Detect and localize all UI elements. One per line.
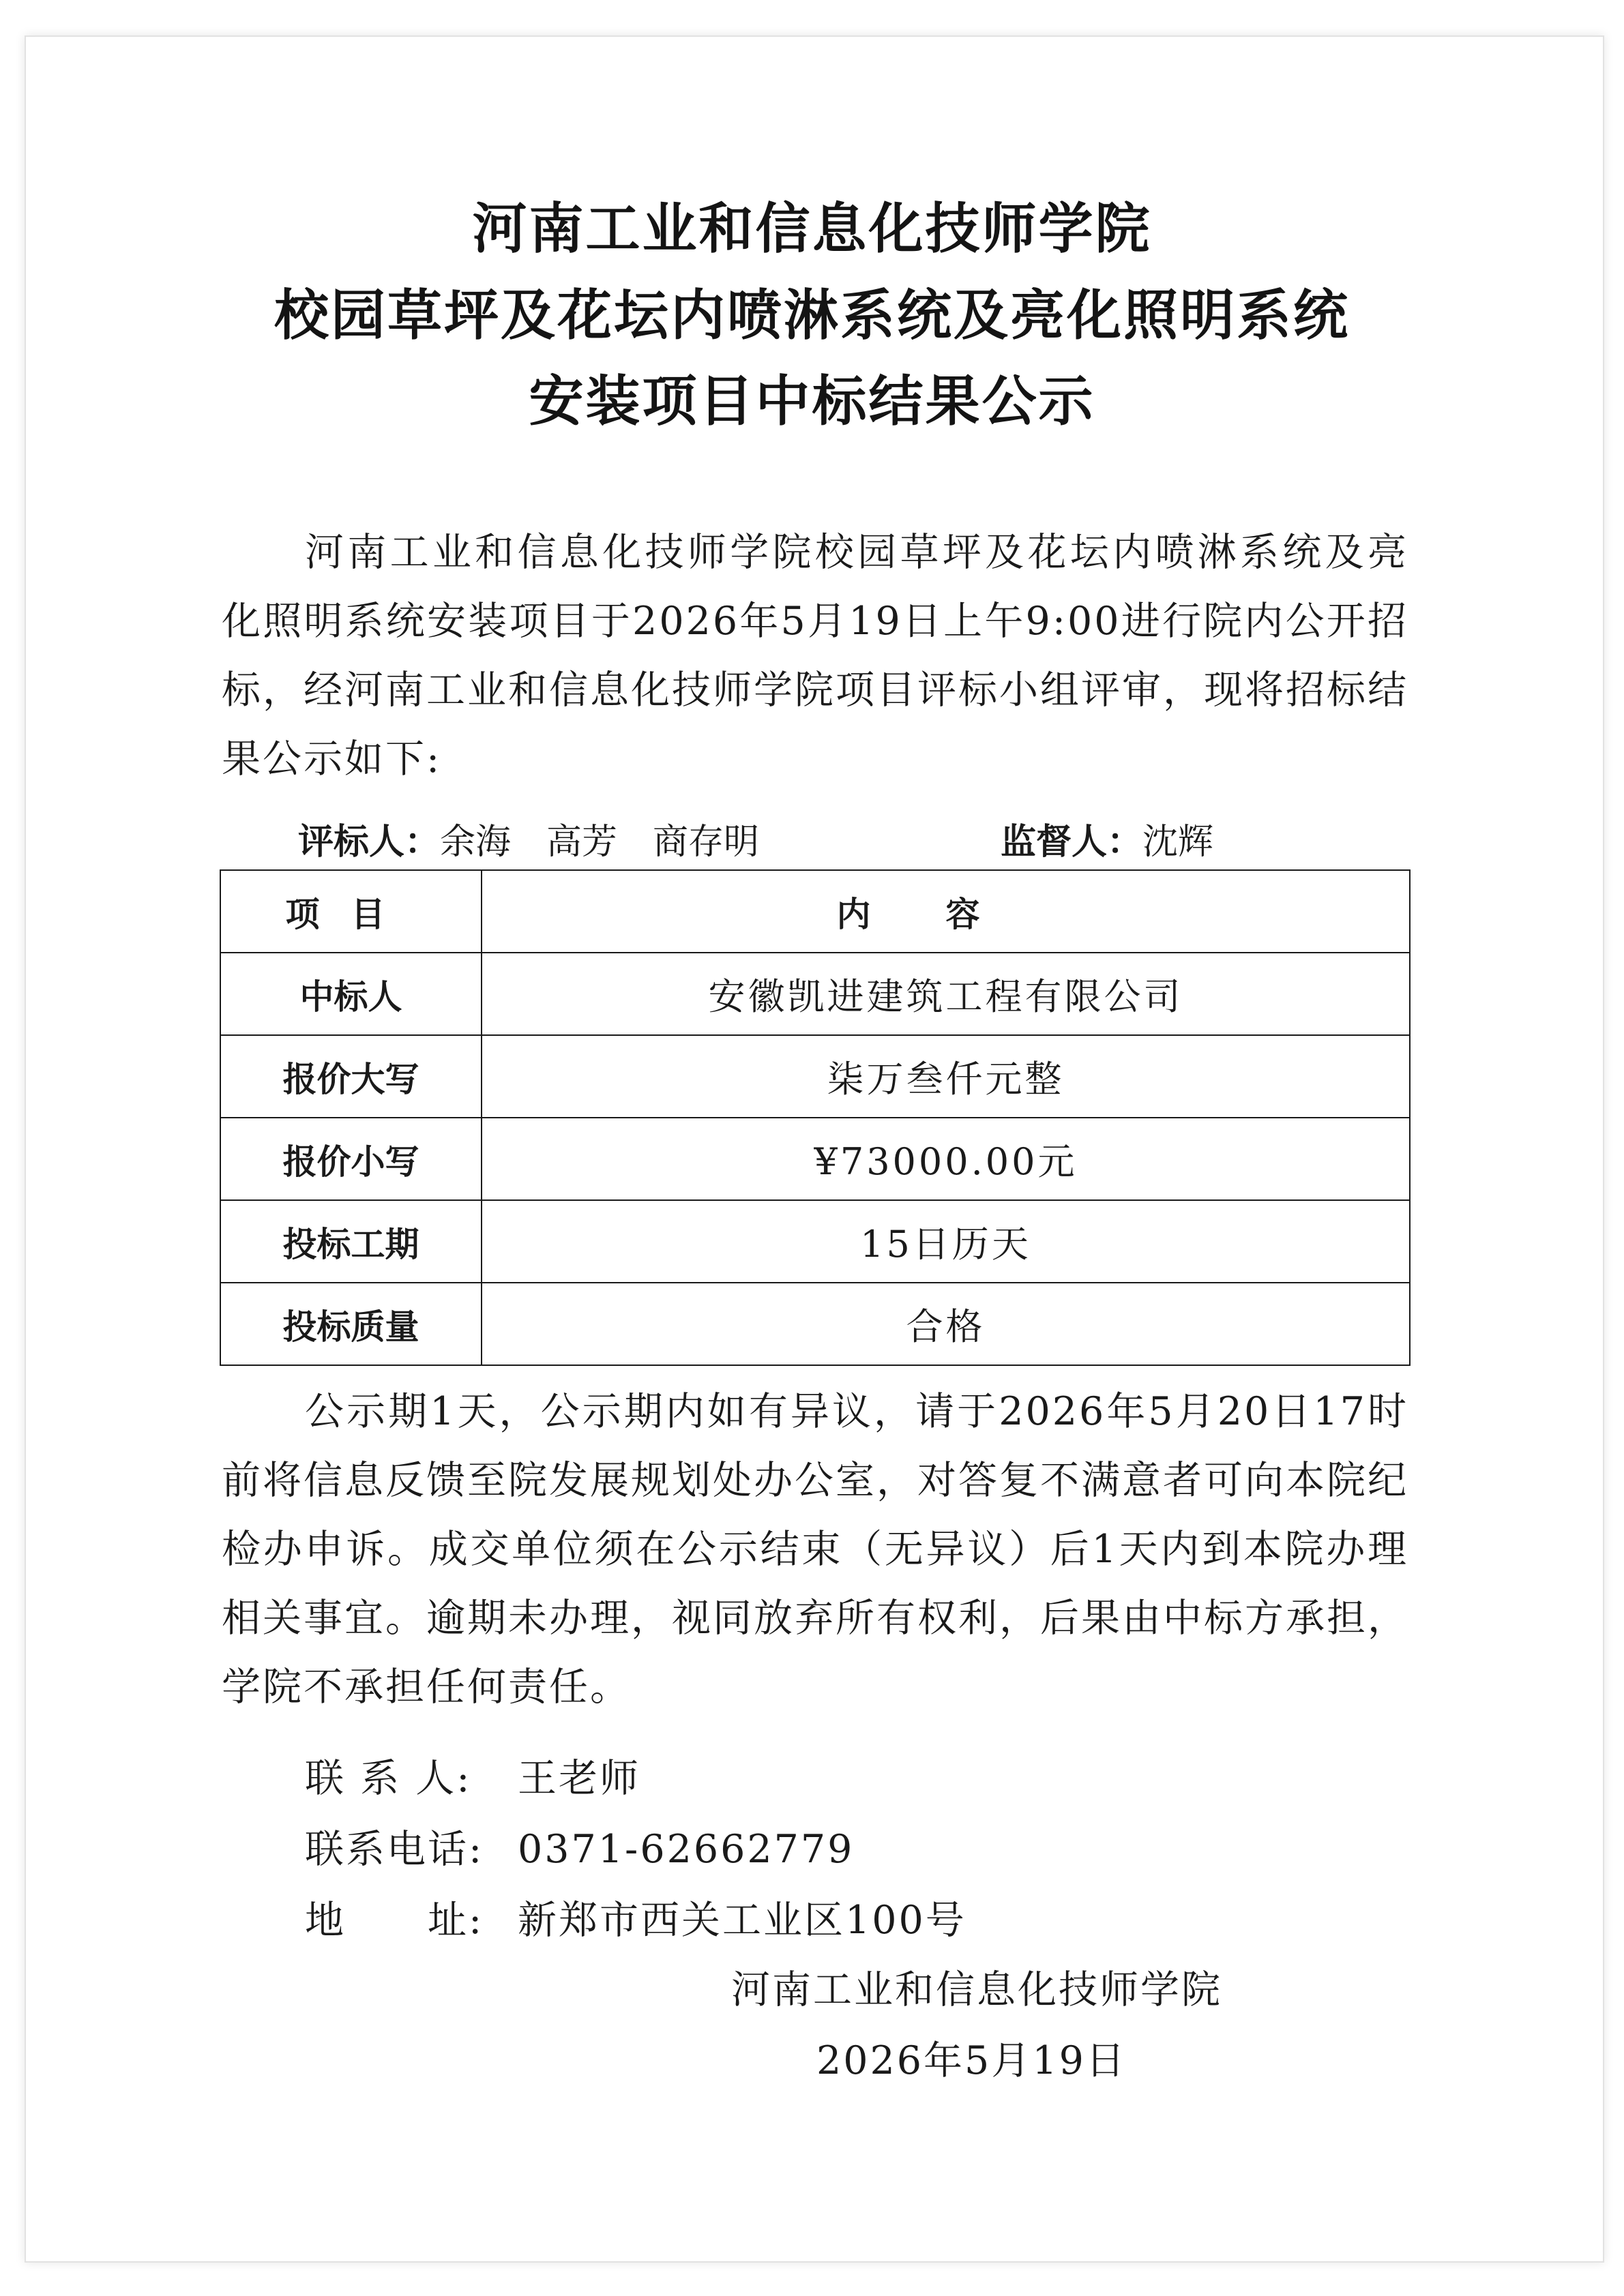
row-key-cell: 投标工期 — [220, 1200, 482, 1283]
supervisor-group — [1001, 815, 1213, 869]
evaluators-names: 余海 高芳 商存明 — [440, 822, 760, 863]
contact-address-label: 地 址: — [305, 1898, 484, 1943]
table-header-row — [220, 870, 1410, 953]
header-key-cell: 项目 — [220, 870, 482, 953]
contact-phone-value: 0371-62662779 — [518, 1827, 855, 1872]
contact-phone-label: 联系电话: — [305, 1827, 484, 1872]
intro-paragraph: 河南工业和信息化技师学院校园草坪及花坛内喷淋系统及亮化照明系统安装项目于2026年5月19日上午9:00进行院内公开招标，经河南工业和信息化技师学院项目评标小组评审，现将招标结果公示如下: — [222, 530, 1408, 781]
signature-date: 2026年5月19日 — [816, 2038, 1127, 2083]
notice-paragraph: 公示期1天，公示期内如有异议，请于2026年5月20日17时前将信息反馈至院发展规划处办公室，对答复不满意者可向本院纪检办申诉。成交单位须在公示结束（无异议）后1天内到本院办理相关事宜。逾期未办理，视同放弃所有权利，后果由中标方承担，学院不承担任何责任。 — [222, 1389, 1408, 1710]
row-value-cell: 合格 — [482, 1283, 1410, 1365]
contact-person-value: 王老师 — [518, 1756, 640, 1801]
table-row — [220, 1200, 1410, 1283]
contact-address-line — [305, 1893, 966, 1948]
row-value-cell: ¥73000.00元 — [482, 1118, 1410, 1200]
table-row — [220, 1035, 1410, 1118]
row-value-cell: 15日历天 — [482, 1200, 1410, 1283]
table-row — [220, 953, 1410, 1035]
supervisor-name: 沈辉 — [1142, 822, 1214, 863]
contact-person-line — [305, 1751, 640, 1806]
contact-person-label: 联 系 人: — [305, 1756, 472, 1801]
row-key-cell: 报价小写 — [220, 1118, 482, 1200]
table-row — [220, 1118, 1410, 1200]
signature-org: 河南工业和信息化技师学院 — [731, 1967, 1222, 2012]
header-value-cell: 内容 — [482, 870, 1410, 953]
row-key-cell: 报价大写 — [220, 1035, 482, 1118]
contact-phone-line — [305, 1822, 854, 1877]
result-table — [220, 869, 1411, 1366]
table-row — [220, 1283, 1410, 1365]
title-line-1: 河南工业和信息化技师学院 — [472, 197, 1152, 260]
title-line-3: 安装项目中标结果公示 — [529, 370, 1095, 433]
evaluators-label: 评标人： — [298, 822, 441, 863]
evaluators-line — [298, 815, 1458, 869]
contact-address-value: 新郑市西关工业区100号 — [518, 1898, 966, 1943]
title-line-2: 校园草坪及花坛内喷淋系统及亮化照明系统 — [274, 284, 1350, 347]
row-value-cell: 柒万叁仟元整 — [482, 1035, 1410, 1118]
row-value-cell: 安徽凯进建筑工程有限公司 — [482, 953, 1410, 1035]
row-key-cell: 中标人 — [220, 953, 482, 1035]
supervisor-label: 监督人： — [1001, 822, 1143, 863]
row-key-cell: 投标质量 — [220, 1283, 482, 1365]
